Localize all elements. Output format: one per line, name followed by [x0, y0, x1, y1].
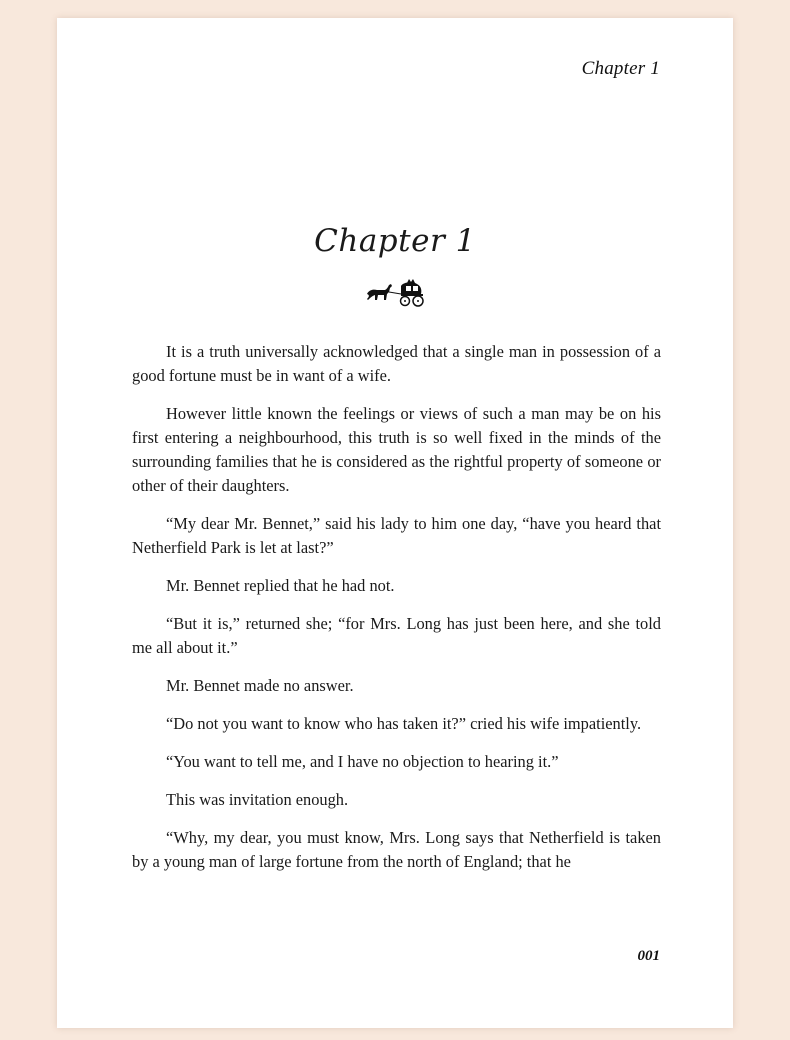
- horse-carriage-icon: [365, 278, 429, 310]
- paragraph: This was invitation enough.: [166, 790, 349, 809]
- chapter-body: [132, 340, 661, 888]
- paragraph: However little known the feelings or views of such a man may be on his first entering a neighbourhood, this truth is so well fixed in the minds of the surrounding families that he is considered as the rightful property of someone or other of their daughters.: [132, 404, 661, 495]
- paragraph: “My dear Mr. Bennet,” said his lady to him one day, “have you heard that Netherfield Park is let at last?”: [132, 514, 661, 557]
- paragraph: “You want to tell me, and I have no objection to hearing it.”: [166, 752, 559, 771]
- page-number: 001: [637, 948, 660, 964]
- paragraph: “Do not you want to know who has taken it?” cried his wife impatiently.: [166, 714, 642, 733]
- paragraph: Mr. Bennet made no answer.: [166, 676, 354, 695]
- paragraph: Mr. Bennet replied that he had not.: [166, 576, 395, 595]
- paragraph: “But it is,” returned she; “for Mrs. Long has just been here, and she told me all about it.”: [132, 614, 661, 657]
- paragraph: It is a truth universally acknowledged that a single man in possession of a good fortune must be in want of a wife.: [132, 342, 661, 385]
- chapter-title: Chapter 1: [314, 223, 476, 259]
- paragraph: “Why, my dear, you must know, Mrs. Long says that Netherfield is taken by a young man of large fortune from the north of England; that he: [132, 828, 661, 871]
- running-head: Chapter 1: [581, 58, 660, 79]
- book-page: [57, 18, 733, 1028]
